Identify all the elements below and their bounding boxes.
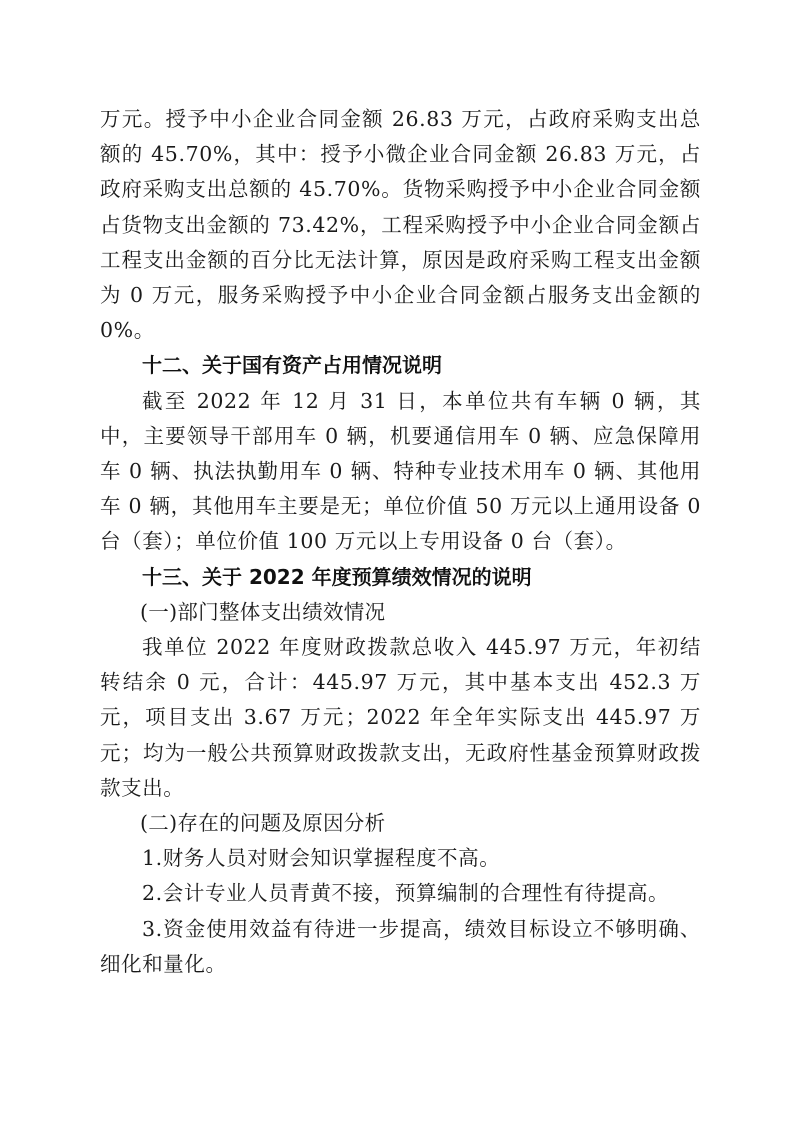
subsection-1-paragraph: 我单位 2022 年度财政拨款总收入 445.97 万元，年初结转结余 0 元，合计：445.97 万元，其中基本支出 452.3 万元，项目支出 3.67 万元；2022 年全年实际支出 445.97 万元；均为一般公共预算财政拨款支出，无政府性基金预算财政拨款支出。 xyxy=(100,635,701,800)
subsection-1-title: (一)部门整体支出绩效情况 xyxy=(140,599,386,624)
problem-item: 3.资金使用效益有待进一步提高，绩效目标设立不够明确、细化和量化。 xyxy=(100,916,701,976)
procurement-paragraph: 万元。授予中小企业合同金额 26.83 万元，占政府采购支出总额的 45.70%，其中：授予小微企业合同金额 26.83 万元，占政府采购支出总额的 45.70%。货物采购授予中小企业合同金额占货物支出金额的 73.42%，工程采购授予中小企业合同金额占工程支出金额的百分比无法计算，原因是政府采购工程支出金额为 0 万元，服务采购授予中小企业合同金额占服务支出金额的 0%。 xyxy=(100,107,701,343)
problem-item: 1.财务人员对财会知识掌握程度不高。 xyxy=(142,846,501,871)
section-12-heading: 十二、关于国有资产占用情况说明 xyxy=(142,353,442,378)
subsection-2-title: (二)存在的问题及原因分析 xyxy=(140,811,386,836)
section-13-heading: 十三、关于 2022 年度预算绩效情况的说明 xyxy=(142,564,532,589)
problem-item: 2.会计专业人员青黄不接，预算编制的合理性有待提高。 xyxy=(142,881,670,906)
document-page xyxy=(100,102,701,982)
section-12-paragraph: 截至 2022 年 12 月 31 日，本单位共有车辆 0 辆，其中，主要领导干部用车 0 辆，机要通信用车 0 辆、应急保障用车 0 辆、执法执勤用车 0 辆、特种专业技术用车 0 辆、其他用车 0 辆，其他用车主要是无；单位价值 50 万元以上通用设备 0 台（套）；单位价值 100 万元以上专用设备 0 台（套）。 xyxy=(100,388,701,554)
